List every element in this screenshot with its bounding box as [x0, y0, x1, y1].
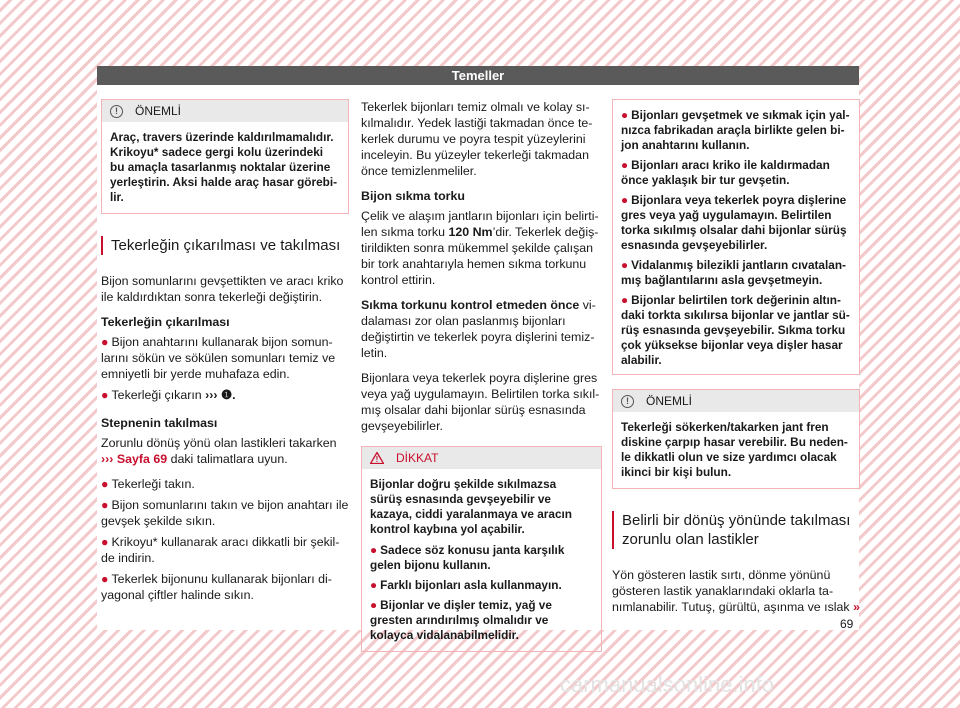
warning-title: DİKKAT: [396, 451, 439, 465]
watermark: carmanualsonline.info: [560, 672, 775, 697]
page-number: 69: [840, 617, 854, 631]
list-item: ● Farklı bijonları asla kullanmayın.: [370, 578, 562, 592]
torque-paragraph: Çelik ve alaşım jantların bijonları için belirtilen sıkma torku 120 Nm’dir. Tekerlek değiştirildikten sonra mükemmel şekilde çalışan bir tork anahtarıyla hemen sıkma torkunu kontrol ettirin.: [361, 209, 599, 287]
paragraph: Bijonlara veya tekerlek poyra dişlerine gres veya yağ uygulamayın. Belirtilen torka sıkılmış olsalar dahi bijonlar sürüş esnasında gevşeyebilirler.: [361, 371, 600, 433]
warning-continuation-box: [612, 99, 860, 375]
list-item: ● Tekerleği takın.: [101, 477, 195, 491]
check-paragraph: Sıkma torkunu kontrol etmeden önce vidalaması zor olan paslanmış bijonları değiştirtin ve tekerlek poyra dişlerini temizletin.: [361, 298, 596, 360]
continue-icon: »: [853, 600, 860, 614]
bullet-icon: ●: [621, 193, 629, 207]
bullet-icon: ●: [621, 293, 629, 307]
list-item: ● Tekerlek bijonunu kullanarak bijonları diyagonal çiftler halinde sıkın.: [101, 572, 332, 602]
notice-body: Araç, travers üzerinde kaldırılmamalıdır. Krikoyu* sadece gergi kolu üzerindeki bu amaçla tasarlanmış noktalar üzerine yerleştirin. Aksi halde araç hasar görebilir.: [110, 130, 338, 204]
notice-body: Tekerleği sökerken/takarken jant fren diskine çarpıp hasar verebilir. Bu nedenle dikkatli olun ve size yardımcı olacak ikinci bir kişi bulun.: [621, 420, 848, 479]
notice-box: [101, 99, 349, 214]
list-item: ● Bijon anahtarını kullanarak bijon somunlarını sökün ve sökülen somunları temiz ve emniyetli bir yerde muhafaza edin.: [101, 335, 336, 381]
mount-intro: Zorunlu dönüş yönü olan lastikleri takarken ››› Sayfa 69 daki talimatlara uyun.: [101, 436, 337, 466]
bullet-icon: ●: [370, 598, 378, 612]
paragraph: Tekerlek bijonları temiz olmalı ve kolay sıkılmalıdır. Yedek lastiği takmadan önce tekerlek durumu ve poyra tespit yüzeylerini inceleyin. Bu yüzeyler tekerleği takmadan önce temizlenmeliler.: [361, 100, 593, 178]
section-title: Belirli bir dönüş yönünde takılması zorunlu olan lastikler: [612, 511, 860, 549]
column-2: [361, 99, 602, 662]
bullet-icon: ●: [621, 108, 629, 122]
bullet-icon: ●: [101, 535, 109, 549]
list-item: ● Bijonlara veya tekerlek poyra dişlerine gres veya yağ uygulamayın. Belirtilen torka sıkılmış olsalar dahi bijonlar sürüş esnasında gevşeyebilirler.: [621, 193, 847, 252]
torque-value: 120 Nm: [448, 225, 493, 239]
bullet-icon: ●: [101, 477, 109, 491]
list-item: ● Bijonlar belirtilen tork değerinin altındaki torkta sıkılırsa bijonlar ve jantlar sürüş esnasında gevşeyebilir. Sıkma torku çok yüksekse bijonlar veya dişler hasar alabilir.: [621, 293, 850, 367]
column-1: [101, 99, 349, 608]
list-item: ● Bijonları gevşetmek ve sıkmak için yalnızca fabrikadan araçla birlikte gelen bijon anahtarını kullanın.: [621, 108, 850, 152]
section-title: Tekerleğin çıkarılması ve takılması: [101, 236, 349, 255]
info-icon: !: [110, 105, 123, 118]
warning-box: [361, 446, 602, 652]
list-item: ● Vidalanmış bilezikli jantların cıvatalanmış bağlantılarını asla gevşetmeyin.: [621, 258, 846, 287]
warning-body: Bijonlar doğru şekilde sıkılmazsa sürüş esnasında gevşeyebilir ve kazaya, ciddi yaralanmaya ve aracın kontrol kaybına yol açabilir. ● Sadece söz konusu janta karşılık gelen bijonu kullanın. ● Farklı bijonları asla kullanmayın. ● Bijonlar ve dişler temiz, yağ ve gresten arındırılmış olmalıdır ve kolayca vidalanabilmelidir.: [362, 469, 601, 651]
notice-title: ÖNEMLİ: [135, 104, 182, 118]
page-ref-link[interactable]: ››› Sayfa 69: [101, 452, 168, 466]
list-item: ● Bijon somunlarını takın ve bijon anahtarı ile gevşek şekilde sıkın.: [101, 498, 349, 528]
list-item: ● Krikoyu* kullanarak aracı dikkatli bir şekilde indirin.: [101, 535, 340, 565]
page-header: Temeller: [97, 66, 859, 85]
mount-heading: Stepnenin takılması: [101, 416, 218, 430]
notice-header: [102, 100, 348, 122]
bullet-icon: ●: [101, 572, 109, 586]
notice-box: [612, 389, 860, 489]
bullet-icon: ●: [370, 543, 378, 557]
torque-heading: Bijon sıkma torku: [361, 189, 465, 203]
notice-title: ÖNEMLİ: [646, 394, 693, 408]
bullet-icon: ●: [101, 498, 109, 512]
list-item: ● Sadece söz konusu janta karşılık gelen bijonu kullanın.: [370, 543, 565, 572]
paragraph: Yön gösteren lastik sırtı, dönme yönünü gösteren lastik yanaklarındaki oklarla tanımlanabilir. Tutuş, gürültü, aşınma ve ıslak »: [612, 568, 860, 614]
list-item: ● Bijonlar ve dişler temiz, yağ ve gresten arındırılmış olmalıdır ve kolayca vidalanabilmelidir.: [370, 598, 552, 642]
warning-ref-link[interactable]: ››› ❶.: [205, 388, 236, 402]
info-icon: !: [621, 395, 634, 408]
bullet-icon: ●: [621, 158, 629, 172]
check-heading: Sıkma torkunu kontrol etmeden önce: [361, 298, 580, 312]
warning-icon: [370, 452, 384, 464]
bullet-icon: ●: [370, 578, 378, 592]
svg-text:!: !: [375, 455, 379, 464]
warning-header: [362, 447, 601, 469]
column-3: [612, 99, 860, 624]
removal-heading: Tekerleğin çıkarılması: [101, 315, 230, 329]
notice-header: [613, 390, 859, 412]
intro-text: Bijon somunlarını gevşettikten ve aracı kriko ile kaldırdıktan sonra tekerleği değiştirin.: [101, 274, 344, 304]
bullet-icon: ●: [101, 335, 109, 349]
bullet-icon: ●: [101, 388, 109, 402]
list-item: ● Tekerleği çıkarın ››› ❶.: [101, 388, 236, 402]
bullet-icon: ●: [621, 258, 629, 272]
list-item: ● Bijonları aracı kriko ile kaldırmadan önce yaklaşık bir tur gevşetin.: [621, 158, 830, 187]
